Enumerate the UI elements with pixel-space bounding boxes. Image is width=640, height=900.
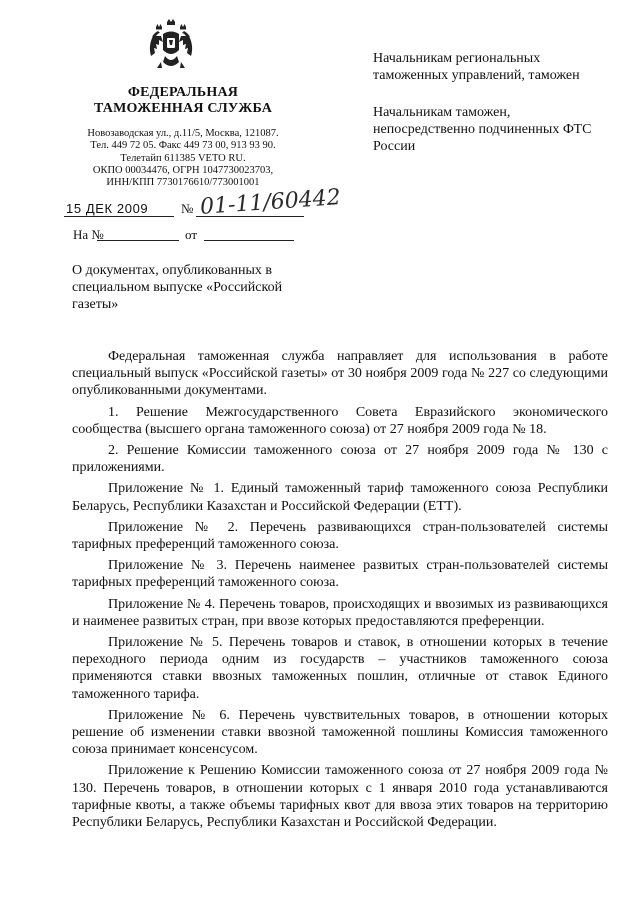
org-header bbox=[58, 85, 308, 189]
double-headed-eagle-icon bbox=[147, 18, 195, 76]
org-okpo: ОКПО 00034476, ОГРН 1047730023703, bbox=[92, 164, 274, 176]
org-inn: ИНН/КПП 7730176610/773001001 bbox=[106, 177, 260, 189]
body-paragraph-annex-5: Приложение № 5. Перечень товаров и ставок, в отношении которых в течение переходного периода одним из государств – участников таможенного союза применяются ставки ввозных таможенных пошлин, отличные от ставок Единого таможенного тарифа. bbox=[72, 635, 608, 702]
body-paragraph-annex-2: Приложение № 2. Перечень развивающихся стран-пользователей системы тарифных преференций таможенного союза. bbox=[72, 519, 608, 553]
body-paragraph-item-1: 1. Решение Межгосударственного Совета Евразийского экономического сообщества (высшего органа таможенного союза) от 27 ноября 2009 года № 18. bbox=[72, 404, 608, 437]
letter-body bbox=[72, 348, 608, 834]
reference-label: На № bbox=[73, 227, 104, 242]
org-name-line1: ФЕДЕРАЛЬНАЯ bbox=[127, 85, 239, 100]
letter-subject: О документах, опубликованных в специальном выпуске «Российской газеты» bbox=[72, 263, 283, 312]
reference-date-line bbox=[204, 240, 294, 241]
body-paragraph-annex-4: Приложение № 4. Перечень товаров, происходящих и ввозимых из развивающихся и наименее развитых стран, при ввозе которых предоставляются преференции. bbox=[72, 596, 608, 629]
number-underline bbox=[196, 216, 304, 217]
org-name-line2: ТАМОЖЕННАЯ СЛУЖБА bbox=[93, 101, 273, 116]
reference-number-line bbox=[97, 240, 179, 241]
recipients bbox=[373, 50, 613, 155]
org-contacts bbox=[58, 128, 308, 189]
number-label: № bbox=[181, 201, 194, 216]
recipient-direct: Начальникам таможен, непосредственно подчиненных ФТС России bbox=[373, 105, 592, 154]
body-paragraph-annex-3: Приложение № 3. Перечень наименее развитых стран-пользователей системы тарифных преференций таможенного союза. bbox=[72, 558, 608, 591]
registration-number: 01-11/60442 bbox=[199, 185, 342, 220]
reference-from-label: от bbox=[185, 227, 198, 242]
org-address: Новозаводская ул., д.11/5, Москва, 121087. bbox=[87, 128, 279, 139]
recipient-regional: Начальникам региональных таможенных управлений, таможен bbox=[373, 51, 580, 83]
body-paragraph-annex-1: Приложение № 1. Единый таможенный тариф таможенного союза Республики Беларусь, Республики Казахстан и Российской Федерации (ЕТТ). bbox=[72, 481, 608, 514]
body-paragraph-annex-decision: Приложение к Решению Комиссии таможенного союза от 27 ноября 2009 года № 130. Перечень товаров, в отношении которых с 1 января 2010 года устанавливаются тарифные квоты, а также объемы тарифных квот для ввоза этих товаров на территорию Республики Беларусь, Республики Казахстан и Российской Федерации. bbox=[72, 763, 608, 831]
date-underline bbox=[64, 216, 174, 217]
body-paragraph-intro: Федеральная таможенная служба направляет для использования в работе специальный выпуск «Российской газеты» от 30 ноября 2009 года № 227 со следующими опубликованными документами. bbox=[72, 349, 608, 399]
registration-date: 15 ДЕК 2009 bbox=[66, 201, 149, 216]
org-phones: Тел. 449 72 05. Факс 449 73 00, 913 93 90. bbox=[90, 140, 276, 152]
org-teletype: Телетайп 611385 VETO RU. bbox=[120, 152, 246, 164]
body-paragraph-annex-6: Приложение № 6. Перечень чувствительных товаров, в отношении которых решение об изменении ставки ввозной таможенной пошлины Комиссия таможенного союза принимает консенсусом. bbox=[72, 707, 608, 758]
body-paragraph-item-2: 2. Решение Комиссии таможенного союза от 27 ноября 2009 года № 130 с приложениями. bbox=[72, 443, 608, 476]
